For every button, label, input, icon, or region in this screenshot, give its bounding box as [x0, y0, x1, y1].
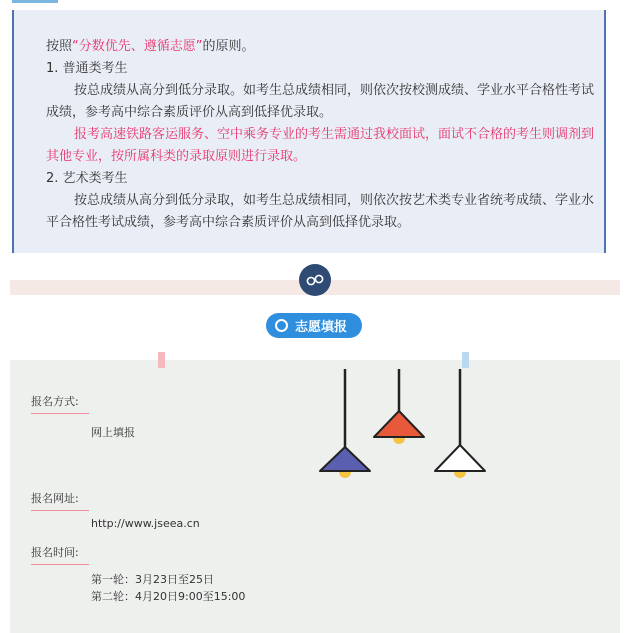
circle-ring-icon	[275, 319, 288, 332]
admission-rules-text	[46, 36, 602, 234]
url-value[interactable]: http://www.jseea.cn	[91, 517, 200, 530]
lamp-middle-shade	[374, 411, 424, 437]
lamp-left-shade	[320, 447, 370, 471]
section-header-label: 志愿填报	[295, 320, 348, 335]
section2-text: 按总成绩从高分到低分录取，如考生总成绩相同，则依次按艺术类专业省统考成绩、学业水平合格性考试成绩，参考高中综合素质评价从高到低择优录取。	[46, 193, 595, 230]
section1-title: 1. 普通类考生	[46, 61, 128, 76]
section1-text: 按总成绩从高分到低分录取。如考生总成绩相同，则依次按校测成绩、学业水平合格性考试成绩，参考高中综合素质评价从高到低择优录取。	[46, 83, 595, 120]
lamp-right-shade	[435, 445, 485, 471]
time-round2: 第二轮：4月20日9:00至15:00	[91, 590, 246, 603]
method-value: 网上填报	[91, 426, 135, 439]
time-round1: 第一轮：3月23日至25日	[91, 573, 214, 586]
lamp-middle-bulb	[393, 438, 405, 444]
section2-title: 2. 艺术类考生	[46, 171, 128, 186]
time-label: 报名时间:	[31, 544, 89, 565]
admission-rules-panel	[12, 10, 606, 253]
lamp-left-bulb	[339, 472, 351, 478]
intro-highlight: “分数优先、遵循志愿”	[72, 39, 203, 54]
top-tab-decoration	[12, 0, 58, 3]
url-label: 报名网址:	[31, 490, 89, 511]
hanging-lamps-icon	[310, 365, 500, 485]
intro-line: 按照“分数优先、遵循志愿”的原则。	[46, 39, 255, 54]
section-header-pill	[266, 313, 362, 338]
glasses-icon	[299, 264, 331, 296]
section1-note: 报考高速铁路客运服务、空中乘务专业的考生需通过我校面试，面试不合格的考生则调剂到其他专业，按所属科类的录取原则进行录取。	[46, 127, 595, 164]
method-label: 报名方式:	[31, 393, 89, 414]
pink-tab-decoration	[158, 352, 165, 368]
lamp-right-bulb	[454, 472, 466, 478]
